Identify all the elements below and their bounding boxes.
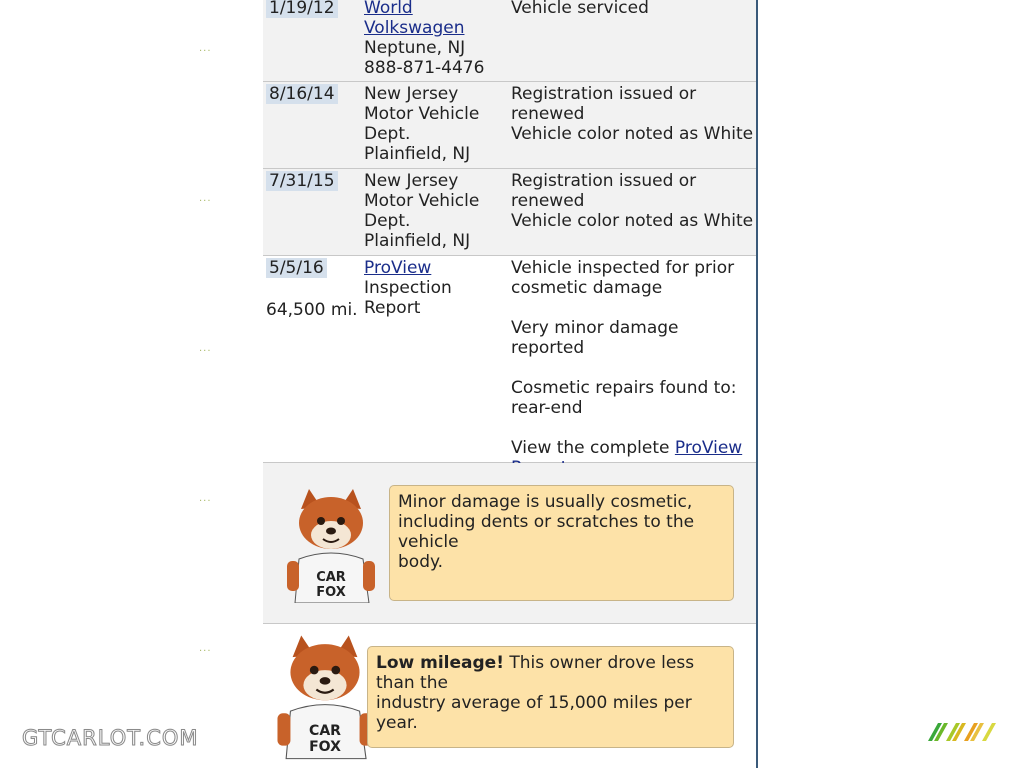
source-line: Motor Vehicle — [364, 104, 480, 124]
damage-note-bubble — [389, 485, 734, 601]
proview-link[interactable]: ProView — [364, 258, 432, 278]
table-row — [263, 82, 756, 169]
history-report — [263, 0, 758, 768]
note-text: body. — [398, 552, 444, 572]
source-location: Neptune, NJ — [364, 38, 466, 58]
note-text-rest: This owner drove less than the — [376, 653, 695, 693]
dealer-link[interactable]: World — [364, 0, 413, 18]
view-proview-link[interactable]: ProView — [674, 438, 743, 458]
car-fox-mascot-icon — [271, 632, 379, 760]
decor-dots: ... — [199, 43, 212, 54]
odometer-reading: 64,500 mi. — [266, 300, 358, 320]
record-events — [511, 0, 756, 18]
gtcarlot-stripes-logo-icon — [920, 721, 998, 743]
event-text: Registration issued or renewed — [511, 84, 697, 124]
note-text: including dents or scratches to the vehicle — [398, 512, 695, 552]
fox-shirt-text: CAR — [309, 722, 341, 739]
note-text: industry average of 15,000 miles per year. — [376, 693, 692, 733]
event-text: rear-end — [511, 398, 583, 418]
fox-shirt-text: FOX — [316, 585, 346, 600]
source-line: Plainfield, NJ — [364, 231, 471, 251]
view-report-line — [511, 438, 756, 458]
record-date: 7/31/15 — [266, 171, 338, 191]
mileage-note-bubble — [367, 646, 734, 748]
view-report-prefix: View the complete — [511, 438, 670, 458]
source-line: Dept. — [364, 124, 411, 144]
event-text: Vehicle inspected for prior — [511, 258, 735, 278]
table-row — [263, 256, 756, 463]
mileage-note-panel — [263, 624, 756, 768]
record-events — [511, 84, 756, 144]
note-text: Minor damage is usually cosmetic, — [398, 492, 693, 512]
source-line: Dept. — [364, 211, 411, 231]
table-row — [263, 169, 756, 256]
source-line: Inspection Report — [364, 278, 452, 318]
fox-shirt-text: CAR — [316, 570, 346, 585]
record-events — [511, 258, 756, 478]
source-line: Plainfield, NJ — [364, 144, 471, 164]
table-row — [263, 0, 756, 82]
record-date: 1/19/12 — [266, 0, 338, 18]
source-phone: 888-871-4476 — [364, 58, 485, 78]
decor-dots: ... — [199, 343, 212, 354]
event-text: cosmetic damage — [511, 278, 663, 298]
event-text: Cosmetic repairs found to: — [511, 378, 737, 398]
fox-shirt-text: FOX — [309, 739, 341, 756]
note-bold: Low mileage! — [376, 653, 504, 673]
record-source — [364, 84, 509, 164]
record-source — [364, 0, 509, 78]
gtcarlot-watermark: GTCARLOT.COM — [22, 726, 199, 750]
record-date: 5/5/16 — [266, 258, 327, 278]
dealer-link[interactable]: Volkswagen — [364, 18, 465, 38]
event-text: Vehicle color noted as White — [511, 124, 754, 144]
source-line: New Jersey — [364, 171, 459, 191]
record-events — [511, 171, 756, 231]
source-line: Motor Vehicle — [364, 191, 480, 211]
event-text: Very minor damage reported — [511, 318, 679, 358]
decor-dots: ... — [199, 643, 212, 654]
event-text: Vehicle color noted as White — [511, 211, 754, 231]
note-text — [376, 653, 725, 693]
source-line: New Jersey — [364, 84, 459, 104]
damage-note-panel — [263, 463, 756, 624]
record-source — [364, 171, 509, 251]
record-date: 8/16/14 — [266, 84, 338, 104]
car-fox-mascot-icon — [281, 487, 381, 603]
decor-dots: ... — [199, 493, 212, 504]
record-source — [364, 258, 509, 318]
event-text: Vehicle serviced — [511, 0, 649, 18]
event-text: Registration issued or renewed — [511, 171, 697, 211]
decor-dots: ... — [199, 193, 212, 204]
